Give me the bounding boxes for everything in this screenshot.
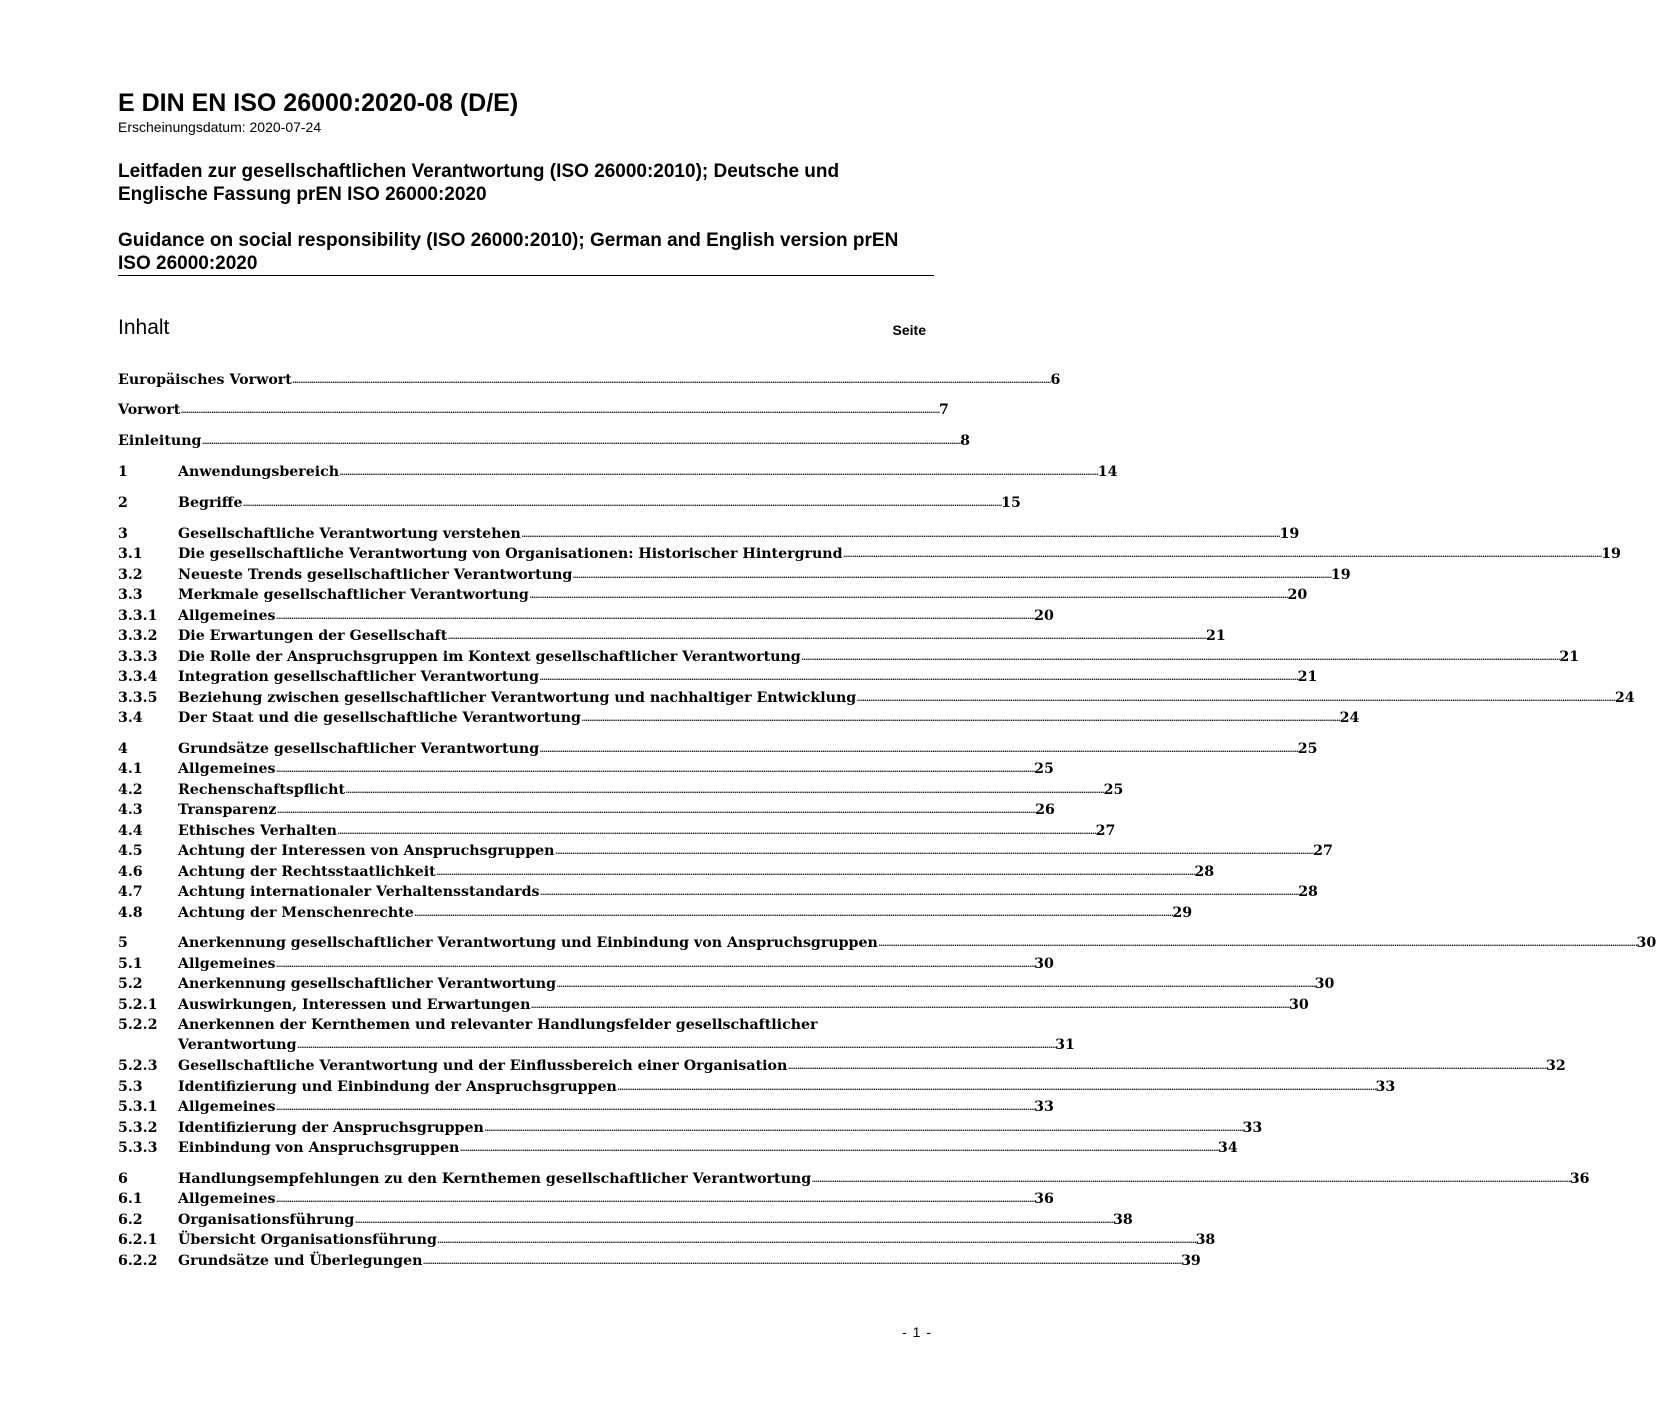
toc-entry-title: Anerkennen der Kernthemen und relevanter Handlungsfelder gesellschaftlicher [178,1017,818,1033]
toc-entry-title: Gesellschaftliche Verantwortung verstehen [178,526,521,542]
toc-entry[interactable] [118,974,1335,994]
toc-entry-title: Achtung internationaler Verhaltensstandards [178,884,540,900]
toc-entry[interactable] [118,1015,932,1035]
toc-entry[interactable] [118,903,1193,923]
toc-entry-title: Anerkennung gesellschaftlicher Verantwortung [178,976,557,992]
toc-entry-title: Achtung der Menschenrechte [178,905,414,921]
toc-entry[interactable] [118,606,1054,626]
toc-leader-dots: ................................................................................................................................................................................................................................................................................................................................................................................................................ [539,742,1298,755]
toc-entry[interactable] [118,882,1318,902]
toc-entry-number: 3.3 [118,587,143,603]
toc-leader-dots: ................................................................................................................................................................................................................................................................................................................................................................................................................ [275,957,1035,970]
toc-entry-title: Begriffe [178,495,243,511]
toc-entry[interactable] [118,862,1215,882]
toc-entry-title: Neueste Trends gesellschaftlicher Verantwortung [178,567,573,583]
toc-entry-page: 21 [1205,628,1226,644]
toc-entry-page: 32 [1545,1058,1566,1074]
toc-entry-number: 5.3 [118,1079,143,1095]
toc-leader-dots: ................................................................................................................................................................................................................................................................................................................................................................................................................ [180,403,939,416]
toc-entry[interactable] [118,1189,1054,1209]
toc-leader-dots: ................................................................................................................................................................................................................................................................................................................................................................................................................ [856,691,1615,704]
toc-leader-dots: ................................................................................................................................................................................................................................................................................................................................................................................................................ [413,906,1173,919]
toc-entry-number: 3.4 [118,710,143,726]
toc-entry[interactable] [118,708,1360,728]
toc-entry[interactable] [118,544,1621,564]
toc-entry[interactable] [118,647,1580,667]
toc-leader-dots: ................................................................................................................................................................................................................................................................................................................................................................................................................ [275,762,1035,775]
toc-entry-number: 3.3.1 [118,608,158,624]
toc-entry-number: 3.3.3 [118,649,158,665]
toc-entry[interactable] [118,821,1116,841]
toc-leader-dots: ................................................................................................................................................................................................................................................................................................................................................................................................................ [275,1100,1035,1113]
toc-entry[interactable] [118,759,1054,779]
toc-entry-title: Allgemeines [178,956,276,972]
toc-entry-title: Achtung der Rechtsstaatlichkeit [178,864,436,880]
toc-entry[interactable] [118,1230,1216,1250]
document-id: E DIN EN ISO 26000:2020-08 (D/E) [118,89,519,117]
toc-leader-dots: ................................................................................................................................................................................................................................................................................................................................................................................................................ [483,1121,1243,1134]
toc-entry-title: Einbindung von Anspruchsgruppen [178,1140,460,1156]
toc-entry-title: Handlungsempfehlungen zu den Kernthemen gesellschaftlicher Verantwortung [178,1171,812,1187]
toc-entry-page: 30 [1314,976,1335,992]
toc-entry-title: Merkmale gesellschaftlicher Verantwortung [178,587,529,603]
toc-leader-dots: ................................................................................................................................................................................................................................................................................................................................................................................................................ [336,824,1096,837]
toc-entry-page: 19 [1330,567,1351,583]
toc-entry-number: 4.2 [118,782,143,798]
toc-entry[interactable] [118,462,1118,482]
toc-entry-page: 21 [1559,649,1580,665]
toc-entry-title: Grundsätze gesellschaftlicher Verantwortung [178,741,540,757]
toc-leader-dots: ................................................................................................................................................................................................................................................................................................................................................................................................................ [539,670,1298,683]
toc-entry-title: Ethisches Verhalten [178,823,337,839]
toc-entry-title: Integration gesellschaftlicher Verantwortung [178,669,540,685]
toc-leader-dots: ................................................................................................................................................................................................................................................................................................................................................................................................................ [811,1172,1570,1185]
toc-entry-page: 33 [1034,1099,1054,1115]
toc-leader-dots: ................................................................................................................................................................................................................................................................................................................................................................................................................ [554,844,1314,857]
toc-entry-page: 29 [1172,905,1193,921]
toc-leader-dots: ................................................................................................................................................................................................................................................................................................................................................................................................................ [275,609,1035,622]
toc-entry-number: 5.2.2 [118,1017,158,1033]
toc-entry-page: 26 [1035,802,1055,818]
toc-entry-title: Übersicht Organisationsführung [178,1232,437,1248]
toc-entry-title: Rechenschaftspflicht [178,782,346,798]
title-english: Guidance on social responsibility (ISO 26000:2010); German and English version prEN ISO 26000:2020 [118,230,899,274]
publication-date: Erscheinungsdatum: 2020-07-24 [118,119,322,135]
toc-leader-dots: ................................................................................................................................................................................................................................................................................................................................................................................................................ [842,547,1602,560]
toc-entry-number: 6.2.1 [118,1232,158,1248]
toc-entry-number: 3 [118,526,128,542]
toc-entry-number: 6.1 [118,1191,143,1207]
toc-entry-number: 6.2 [118,1212,143,1228]
toc-entry-number: 3.3.2 [118,628,158,644]
toc-entry[interactable] [118,954,1054,974]
toc-entry-page: 38 [1112,1212,1133,1228]
toc-leader-dots: ................................................................................................................................................................................................................................................................................................................................................................................................................ [530,998,1290,1011]
toc-entry[interactable] [118,933,1656,953]
toc-entry-number: 4 [118,741,128,757]
toc-entry-page: 27 [1313,843,1333,859]
toc-entry-number: 6.2.2 [118,1253,158,1269]
toc-entry-number: 5.3.2 [118,1120,158,1136]
toc-entry[interactable] [118,667,1318,687]
toc-entry-title: Die Rolle der Anspruchsgruppen im Kontext gesellschaftlicher Verantwortung [178,649,801,665]
toc-entry-page: 21 [1297,669,1318,685]
toc-leader-dots: ................................................................................................................................................................................................................................................................................................................................................................................................................ [616,1080,1376,1093]
toc-entry-number: 4.3 [118,802,143,818]
toc-leader-dots: ................................................................................................................................................................................................................................................................................................................................................................................................................ [422,1254,1182,1267]
toc-entry-page: 27 [1095,823,1116,839]
toc-entry-page: 28 [1298,884,1318,900]
toc-leader-dots: ................................................................................................................................................................................................................................................................................................................................................................................................................ [339,465,1098,478]
toc-entry[interactable] [118,800,1055,820]
toc-entry-title: Vorwort [118,402,181,418]
toc-entry[interactable] [118,585,1308,605]
toc-entry-title: Allgemeines [178,1191,276,1207]
toc-entry-title: Identifizierung und Einbindung der Anspruchsgruppen [178,1079,617,1095]
header-divider [118,275,934,276]
toc-entry-page: 14 [1097,464,1118,480]
toc-entry-page: 31 [1055,1037,1075,1053]
toc-entry-title: Transparenz [178,802,277,818]
toc-entry-page: 38 [1195,1232,1216,1248]
toc-entry-page: 15 [1001,495,1021,511]
toc-leader-dots: ................................................................................................................................................................................................................................................................................................................................................................................................................ [800,650,1560,663]
toc-entry-title: Auswirkungen, Interessen und Erwartungen [178,997,531,1013]
toc-entry-title: Allgemeines [178,761,276,777]
toc-leader-dots: ................................................................................................................................................................................................................................................................................................................................................................................................................ [556,977,1315,990]
toc-entry-number: 3.3.5 [118,690,158,706]
toc-leader-dots: ................................................................................................................................................................................................................................................................................................................................................................................................................ [242,496,1002,509]
toc-entry-number: 1 [118,464,128,480]
toc-entry[interactable] [118,688,1635,708]
toc-entry-page: 24 [1339,710,1360,726]
toc-entry-number: 5 [118,935,128,951]
toc-entry-title: Anerkennung gesellschaftlicher Verantwortung und Einbindung von Anspruchsgruppen [178,935,878,951]
toc-leader-dots: ................................................................................................................................................................................................................................................................................................................................................................................................................ [528,588,1288,601]
toc-entry-page: 8 [960,433,970,449]
toc-entry-number: 4.6 [118,864,143,880]
toc-leader-dots: ................................................................................................................................................................................................................................................................................................................................................................................................................ [201,434,961,447]
toc-entry[interactable] [118,739,1318,759]
toc-entry-page: 36 [1034,1191,1054,1207]
toc-entry[interactable] [118,1169,1590,1189]
toc-entry-page: 7 [939,402,949,418]
toc-entry[interactable] [118,626,1226,646]
toc-leader-dots: ................................................................................................................................................................................................................................................................................................................................................................................................................ [520,527,1280,540]
title-german: Leitfaden zur gesellschaftlichen Verantwortung (ISO 26000:2010); Deutsche und Englische Fassung prEN ISO 26000:2020 [118,161,840,205]
toc-entry[interactable] [118,1138,1238,1158]
toc-entry-page: 39 [1181,1253,1201,1269]
toc-entry-number: 5.3.1 [118,1099,158,1115]
toc-entry-title: Allgemeines [178,608,276,624]
toc-entry-number: 4.7 [118,884,143,900]
toc-leader-dots: ................................................................................................................................................................................................................................................................................................................................................................................................................ [354,1213,1113,1226]
toc-entry-page: 30 [1636,935,1656,951]
toc-entry-title: Anwendungsbereich [178,464,340,480]
toc-entry[interactable] [118,565,1351,585]
toc-leader-dots: ................................................................................................................................................................................................................................................................................................................................................................................................................ [447,629,1206,642]
toc-entry[interactable] [118,524,1300,544]
toc-entry[interactable] [118,370,1061,390]
toc-leader-dots: ................................................................................................................................................................................................................................................................................................................................................................................................................ [435,865,1195,878]
toc-entry-page: 25 [1297,741,1318,757]
toc-leader-dots: ................................................................................................................................................................................................................................................................................................................................................................................................................ [459,1141,1219,1154]
toc-entry-title: Die gesellschaftliche Verantwortung von Organisationen: Historischer Hintergrund [178,546,843,562]
toc-entry-page: 19 [1601,546,1621,562]
toc-leader-dots: ................................................................................................................................................................................................................................................................................................................................................................................................................ [291,373,1051,386]
toc-entry-number: 5.2 [118,976,143,992]
toc-entry-page: 6 [1050,372,1061,388]
toc-entry-page: 36 [1569,1171,1590,1187]
toc-entry-number: 3.2 [118,567,143,583]
toc-entry-title: Grundsätze und Überlegungen [178,1253,423,1269]
toc-entry-title: Der Staat und die gesellschaftliche Verantwortung [178,710,581,726]
toc-entry[interactable] [118,1097,1054,1117]
page-number: - 1 - [902,1324,932,1340]
toc-entry-page: 28 [1194,864,1215,880]
toc-entry[interactable] [118,1056,1566,1076]
toc-entry-continuation[interactable] [118,1035,1075,1055]
toc-entry-page: 30 [1034,956,1054,972]
toc-entry-page: 34 [1218,1140,1238,1156]
toc-entry-number: 4.5 [118,843,143,859]
toc-entry-number: 2 [118,495,128,511]
toc-entry-page: 25 [1034,761,1054,777]
toc-entry-page: 24 [1614,690,1635,706]
toc-entry-title: Einleitung [118,433,202,449]
toc-entry-number: 5.1 [118,956,143,972]
toc-entry-number: 5.2.1 [118,997,158,1013]
toc-entry-page: 20 [1287,587,1308,603]
toc-entry-page: 33 [1375,1079,1396,1095]
toc-entry-number: 3.1 [118,546,143,562]
toc-entry-page: 20 [1034,608,1054,624]
toc-leader-dots: ................................................................................................................................................................................................................................................................................................................................................................................................................ [539,885,1299,898]
toc-entry[interactable] [118,400,949,420]
toc-leader-dots: ................................................................................................................................................................................................................................................................................................................................................................................................................ [296,1038,1056,1051]
toc-entry[interactable] [118,493,1021,513]
toc-entry-number: 6 [118,1171,128,1187]
toc-entry[interactable] [118,780,1124,800]
toc-entry-number: 4.1 [118,761,143,777]
toc-leader-dots: ................................................................................................................................................................................................................................................................................................................................................................................................................ [580,711,1340,724]
toc-entry-number: 5.3.3 [118,1140,158,1156]
toc-entry-title: Die Erwartungen der Gesellschaft [178,628,448,644]
toc-leader-dots: ................................................................................................................................................................................................................................................................................................................................................................................................................ [572,568,1331,581]
toc-entry[interactable] [118,1077,1396,1097]
toc-leader-dots: ................................................................................................................................................................................................................................................................................................................................................................................................................ [877,936,1637,949]
toc-leader-dots: ................................................................................................................................................................................................................................................................................................................................................................................................................ [436,1233,1196,1246]
toc-entry-title: Europäisches Vorwort [118,372,292,388]
toc-entry-page: 25 [1103,782,1124,798]
toc-leader-dots: ................................................................................................................................................................................................................................................................................................................................................................................................................ [276,803,1036,816]
toc-entry-page: 19 [1279,526,1300,542]
toc-entry-title: Organisationsführung [178,1212,355,1228]
toc-entry[interactable] [118,1118,1263,1138]
toc-entry[interactable] [118,995,1309,1015]
toc-entry-title: Achtung der Interessen von Anspruchsgruppen [178,843,555,859]
toc-entry-title: Allgemeines [178,1099,276,1115]
toc-entry[interactable] [118,1210,1133,1230]
toc-leader-dots: ................................................................................................................................................................................................................................................................................................................................................................................................................ [275,1192,1035,1205]
toc-entry[interactable] [118,841,1333,861]
toc-entry-page: 33 [1242,1120,1263,1136]
toc-entry-number: 5.2.3 [118,1058,158,1074]
toc-entry-title: Gesellschaftliche Verantwortung und der Einflussbereich einer Organisation [178,1058,788,1074]
toc-entry-number: 3.3.4 [118,669,158,685]
toc-entry-title: Identifizierung der Anspruchsgruppen [178,1120,484,1136]
toc-entry-page: 30 [1289,997,1309,1013]
toc-entry-title-continued: Verantwortung [178,1037,297,1053]
toc-entry-number: 4.4 [118,823,143,839]
toc-entry[interactable] [118,1251,1201,1271]
toc-leader-dots: ................................................................................................................................................................................................................................................................................................................................................................................................................ [787,1059,1546,1072]
document-header [118,88,934,275]
toc-page-label: Seite [892,322,926,338]
toc-entry[interactable] [118,431,970,451]
toc-entry-number: 4.8 [118,905,143,921]
toc-leader-dots: ................................................................................................................................................................................................................................................................................................................................................................................................................ [345,783,1104,796]
toc-entry-title: Beziehung zwischen gesellschaftlicher Verantwortung und nachhaltiger Entwicklung [178,690,857,706]
toc-heading: Inhalt [118,316,170,339]
